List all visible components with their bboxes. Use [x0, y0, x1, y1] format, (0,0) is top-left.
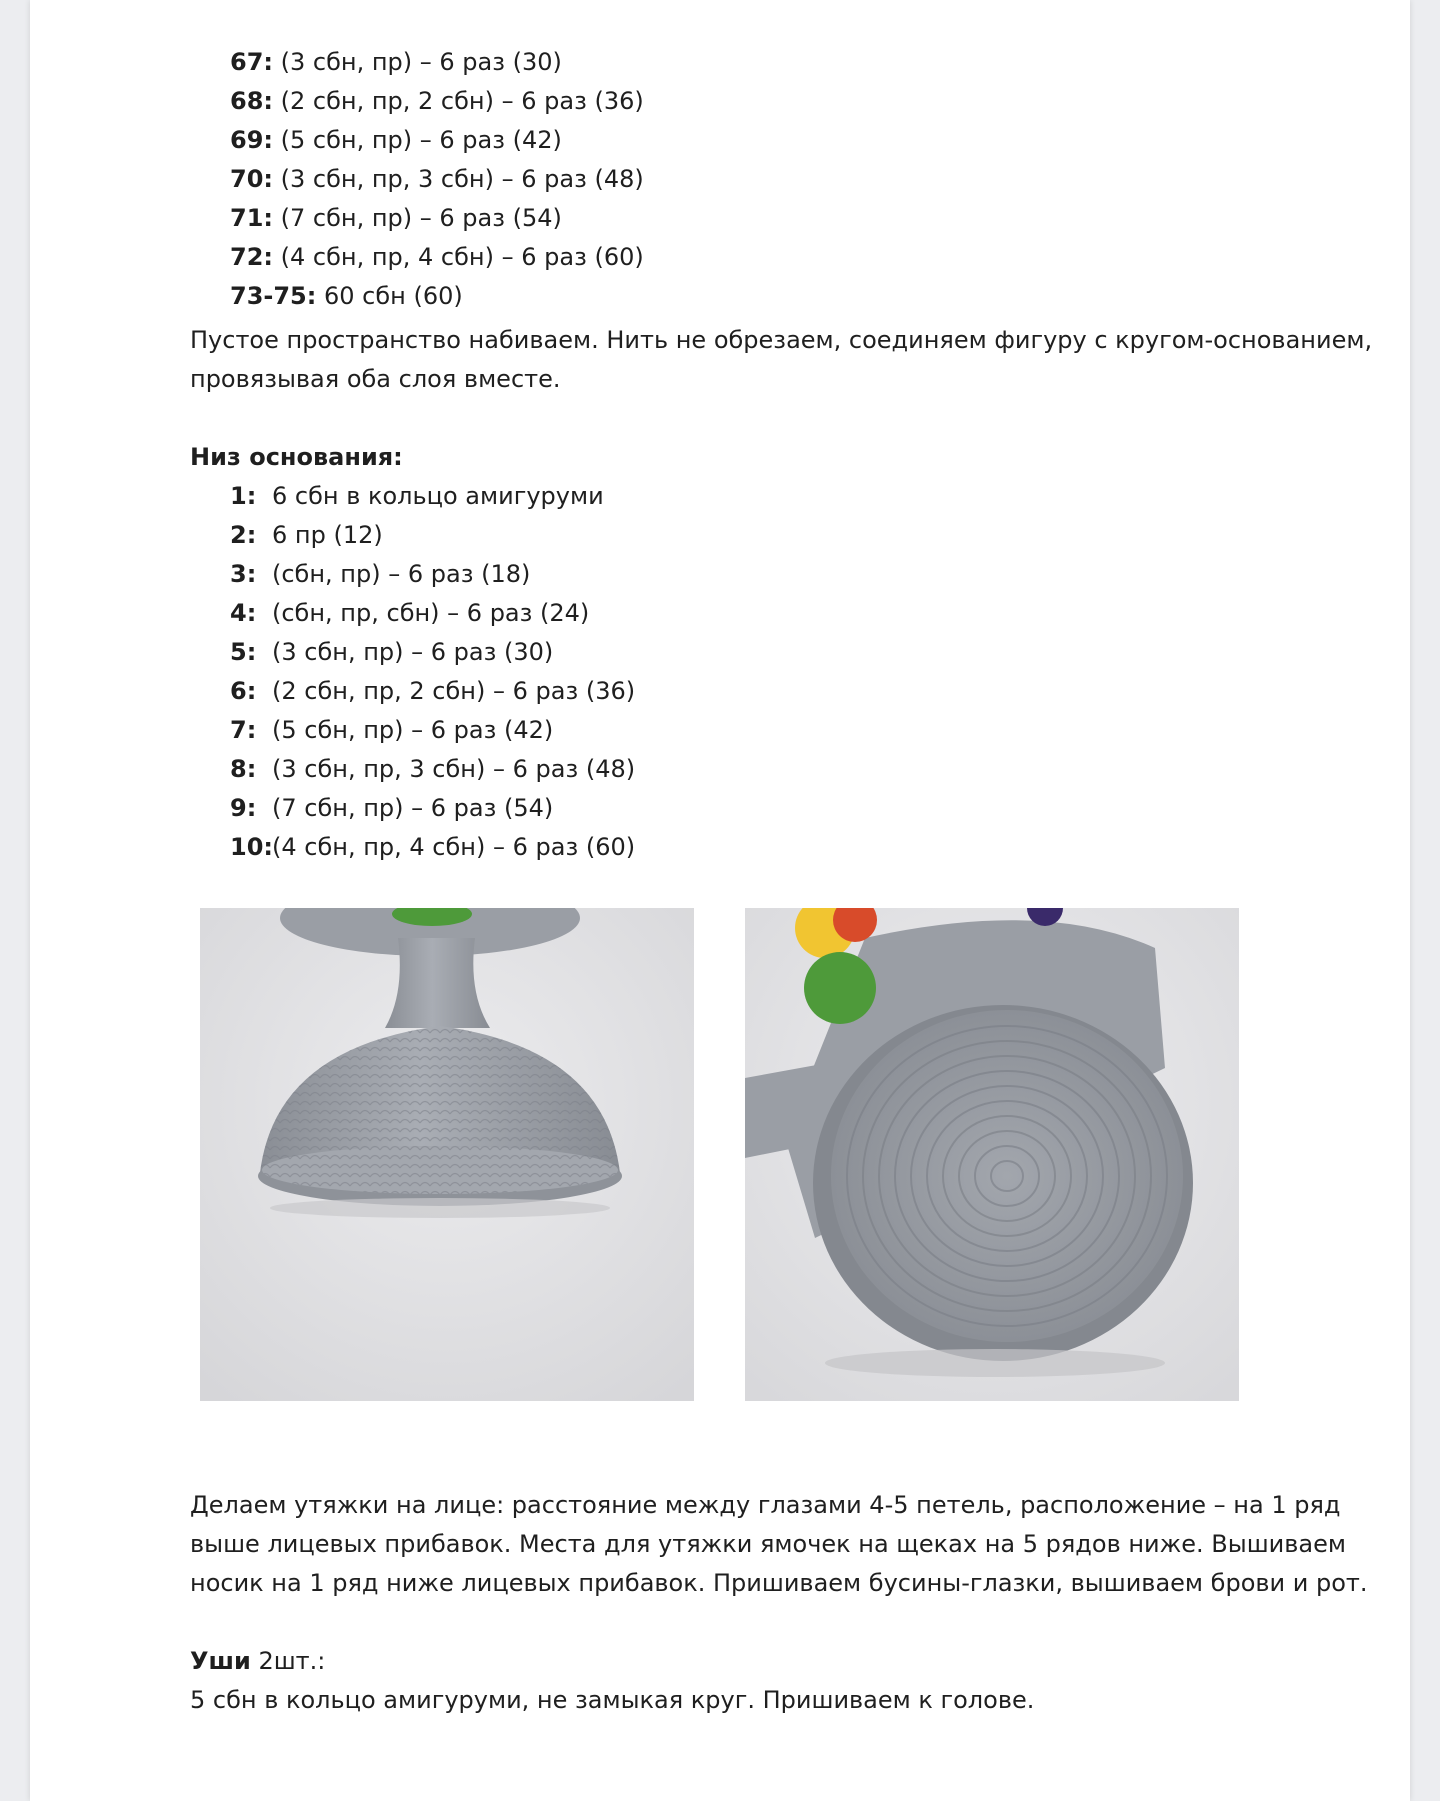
base-row-3: 3: (сбн, пр) – 6 раз (18)	[230, 560, 531, 588]
crochet-base-bottom-image	[745, 908, 1239, 1401]
base-row-4: 4: (сбн, пр, сбн) – 6 раз (24)	[230, 599, 590, 627]
paragraph-face-line-2: выше лицевых прибавок. Места для утяжки ямочек на щеках на 5 рядов ниже. Вышиваем	[190, 1530, 1346, 1558]
base-row-10: 10:(4 сбн, пр, 4 сбн) – 6 раз (60)	[230, 833, 636, 861]
row-67: 67: (3 сбн, пр) – 6 раз (30)	[230, 48, 562, 76]
paragraph-stuffing-line-1: Пустое пространство набиваем. Нить не обрезаем, соединяем фигуру с кругом-основанием,	[190, 326, 1373, 354]
document-page	[30, 0, 1410, 1801]
crochet-base-side-image	[200, 908, 694, 1401]
ears-heading: Уши 2шт.:	[190, 1647, 326, 1675]
base-row-8: 8: (3 сбн, пр, 3 сбн) – 6 раз (48)	[230, 755, 636, 783]
base-row-7: 7: (5 сбн, пр) – 6 раз (42)	[230, 716, 554, 744]
base-row-2: 2: 6 пр (12)	[230, 521, 383, 549]
base-row-5: 5: (3 сбн, пр) – 6 раз (30)	[230, 638, 554, 666]
base-row-6: 6: (2 сбн, пр, 2 сбн) – 6 раз (36)	[230, 677, 636, 705]
photo-base-bottom-view	[745, 908, 1239, 1401]
row-72: 72: (4 сбн, пр, 4 сбн) – 6 раз (60)	[230, 243, 644, 271]
row-68: 68: (2 сбн, пр, 2 сбн) – 6 раз (36)	[230, 87, 644, 115]
base-heading: Низ основания:	[190, 443, 403, 471]
photo-base-side-view	[200, 908, 694, 1401]
paragraph-stuffing-line-2: провязывая оба слоя вместе.	[190, 365, 561, 393]
row-71: 71: (7 сбн, пр) – 6 раз (54)	[230, 204, 562, 232]
paragraph-face-line-3: носик на 1 ряд ниже лицевых прибавок. Пришиваем бусины-глазки, вышиваем брови и рот.	[190, 1569, 1368, 1597]
row-70: 70: (3 сбн, пр, 3 сбн) – 6 раз (48)	[230, 165, 644, 193]
base-row-1: 1: 6 сбн в кольцо амигуруми	[230, 482, 604, 510]
base-row-9: 9: (7 сбн, пр) – 6 раз (54)	[230, 794, 554, 822]
paragraph-face-line-1: Делаем утяжки на лице: расстояние между глазами 4-5 петель, расположение – на 1 ряд	[190, 1491, 1341, 1519]
row-73-75: 73-75: 60 сбн (60)	[230, 282, 463, 310]
row-69: 69: (5 сбн, пр) – 6 раз (42)	[230, 126, 562, 154]
ears-text: 5 сбн в кольцо амигуруми, не замыкая круг. Пришиваем к голове.	[190, 1686, 1035, 1714]
